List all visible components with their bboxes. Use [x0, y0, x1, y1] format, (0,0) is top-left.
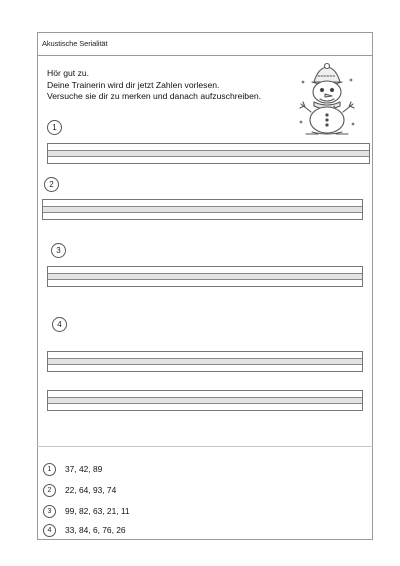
answer-divider [37, 446, 373, 447]
writing-line-midband [48, 150, 369, 157]
task-number-badge: 1 [47, 120, 62, 135]
instruction-line: Deine Trainerin wird dir jetzt Zahlen vorlesen. [47, 79, 220, 90]
writing-line-midband [48, 273, 362, 280]
instructions [47, 68, 261, 103]
answer-text: 37, 42, 89 [65, 464, 103, 474]
writing-line[interactable] [47, 266, 363, 287]
task-number-badge: 2 [44, 177, 59, 192]
snowman-icon [296, 62, 358, 136]
writing-line[interactable] [47, 390, 363, 411]
answer-number-badge: 1 [43, 463, 56, 476]
writing-line[interactable] [47, 351, 363, 372]
instruction-line: Versuche sie dir zu merken und danach aufzuschreiben. [47, 91, 262, 101]
answer-number-badge: 4 [43, 524, 56, 537]
task-number-badge: 3 [51, 243, 66, 258]
task-number-badge: 4 [52, 317, 67, 332]
answer-number-badge: 3 [43, 505, 56, 518]
writing-line[interactable] [42, 199, 363, 220]
answer-text: 33, 84, 6, 76, 26 [65, 525, 126, 535]
answer-number-badge: 2 [43, 484, 56, 497]
writing-line-midband [43, 206, 362, 213]
page-title: Akustische Serialität [42, 39, 108, 48]
writing-line[interactable] [47, 143, 370, 164]
writing-line-midband [48, 397, 362, 404]
worksheet-header [38, 33, 372, 56]
writing-line-midband [48, 358, 362, 365]
answer-text: 22, 64, 93, 74 [65, 485, 117, 495]
instruction-line: Hör gut zu. [47, 68, 90, 78]
answer-text: 99, 82, 63, 21, 11 [65, 506, 130, 516]
